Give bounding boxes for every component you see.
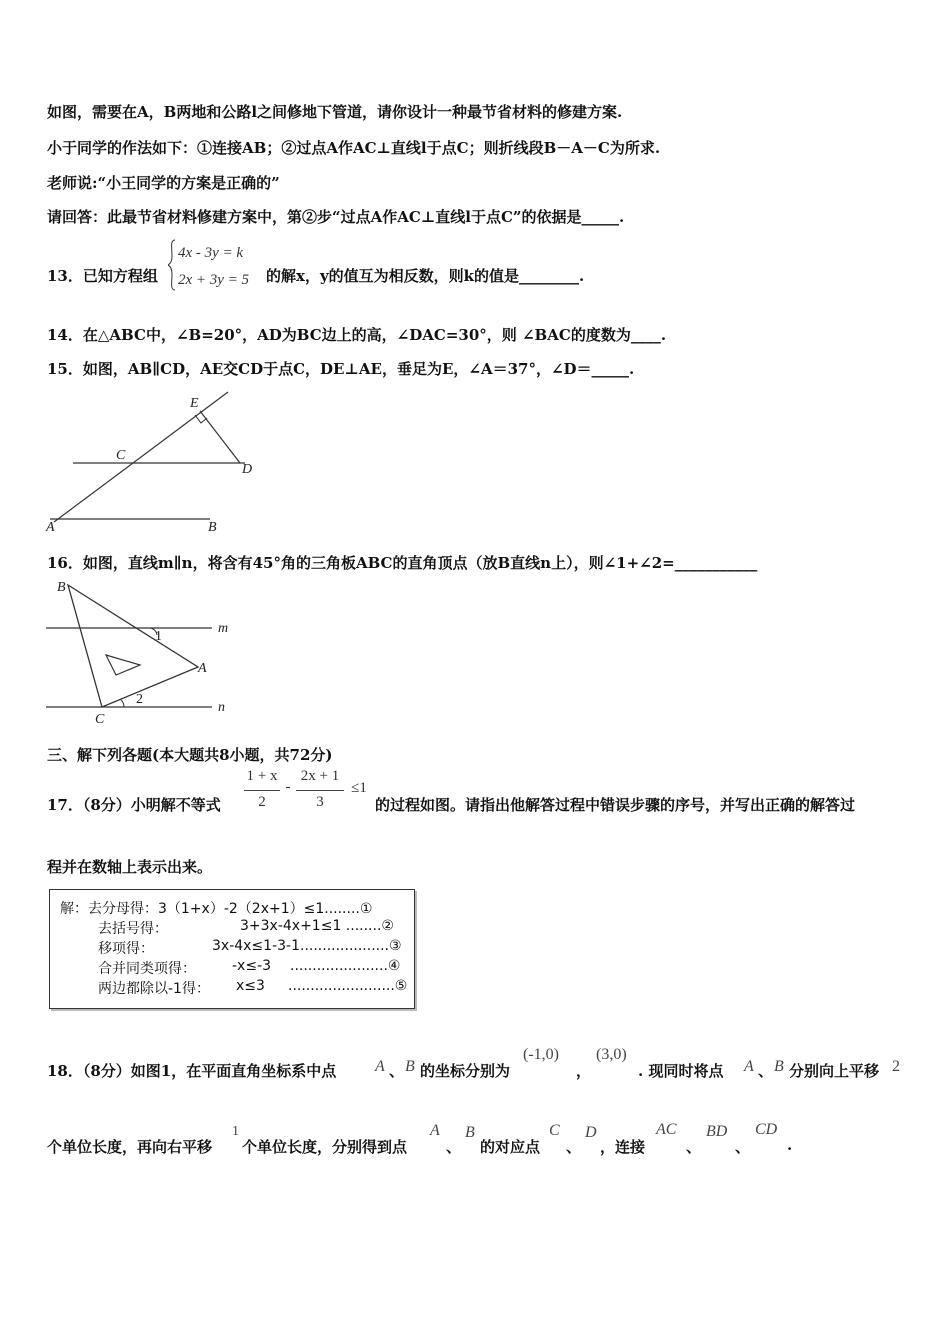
label-n: n: [218, 700, 225, 715]
q18-point-b-2: B: [774, 1058, 784, 1075]
label-angle-1: 1: [155, 629, 162, 644]
q18-line2-d: ，连接: [600, 1138, 646, 1156]
q18-part-1: 18．（8分）如图1，在平面直角坐标系中点: [47, 1062, 337, 1080]
leq-one: ≤1: [351, 780, 367, 796]
solution-step-4-dots: ......................④: [290, 958, 401, 974]
intro-line-2: 小于同学的作法如下：①连接AB；②过点A作AC⊥直线l于点C；则折线段B－A－C为所求.: [47, 139, 661, 157]
frac1-bar: [244, 790, 280, 791]
label-a: A: [198, 661, 207, 676]
solution-step-5-label: 两边都除以-1得：: [98, 981, 210, 997]
q14-text: 14．在△ABC中，∠B=20°，AD为BC边上的高，∠DAC=30°，则 ∠BAC的度数为____.: [47, 326, 667, 344]
q18-sep-2: 、: [758, 1062, 774, 1080]
q18-comma: ，: [576, 1062, 592, 1080]
line-ae: [54, 392, 228, 522]
segment-ac: AC: [656, 1121, 677, 1138]
q18-point-a-2: A: [744, 1058, 754, 1075]
solution-box: [49, 889, 415, 1009]
label-d: D: [242, 462, 253, 477]
inner-triangle: [106, 655, 140, 675]
q16-text: 16．如图，直线m∥n，将含有45°角的三角板ABC的直角顶点（放B直线n上），则∠1+∠2=___________: [47, 554, 758, 572]
q18-part-3: . 现同时将点: [638, 1062, 724, 1080]
q18-point-b-3: B: [465, 1124, 475, 1141]
section-3-title: 三、解下列各题(本大题共8小题，共72分): [47, 746, 333, 764]
solution-step-4-label: 合并同类项得：: [98, 961, 196, 977]
label-a: A: [46, 520, 55, 535]
q13-suffix: 的解x，y的值互为相反数，则k的值是________.: [266, 267, 585, 285]
frac2-denominator: 3: [316, 794, 324, 810]
q18-point-d: D: [585, 1124, 597, 1141]
label-c: C: [95, 712, 105, 727]
q18-part-2: 的坐标分别为: [420, 1062, 511, 1080]
triangle-abc: [68, 585, 198, 707]
q18-end: .: [787, 1136, 793, 1154]
q18-sep-5: 、: [686, 1138, 702, 1156]
label-c: C: [116, 448, 126, 463]
frac2-numerator: 2x + 1: [300, 768, 340, 784]
solution-step-2-label: 去括号得：: [98, 921, 168, 937]
label-b: B: [57, 580, 66, 595]
equation-1: 4x - 3y = k: [178, 245, 244, 261]
segment-bd: BD: [706, 1123, 728, 1140]
frac2-bar: [296, 790, 344, 791]
q18-point-c: C: [549, 1122, 560, 1139]
q15-text: 15．如图，AB∥CD，AE交CD于点C，DE⊥AE，垂足为E，∠A＝37°，∠D＝_____.: [47, 360, 635, 378]
label-m: m: [218, 621, 229, 636]
equation-system: [168, 238, 264, 292]
q13-prefix: 13．已知方程组: [47, 267, 158, 285]
q17-line-2: 程并在数轴上表示出来。: [47, 858, 213, 876]
q17-prefix: 17．（8分）小明解不等式: [47, 796, 221, 814]
coord-a: (-1,0): [523, 1046, 559, 1063]
minus-sign: -: [285, 779, 291, 795]
q18-line2-b: 个单位长度，分别得到点: [242, 1138, 408, 1156]
q18-sep-6: 、: [735, 1138, 751, 1156]
coord-b: (3,0): [596, 1046, 627, 1063]
q17-suffix: 的过程如图。请指出他解答过程中错误步骤的序号，并写出正确的解答过: [375, 796, 856, 814]
right-angle-mark: [195, 415, 207, 423]
q18-line2-c: 的对应点: [480, 1138, 541, 1156]
solution-step-2: 3+3x-4x+1≤1 ........②: [240, 918, 394, 934]
solution-step-1: 解：去分母得：3（1+x）-2（2x+1）≤1........①: [60, 901, 373, 917]
angle-2-arc: [120, 699, 124, 707]
label-angle-2: 2: [136, 692, 143, 707]
solution-step-5-dots: ........................⑤: [288, 978, 408, 994]
label-e: E: [190, 396, 199, 411]
q18-sep-1: 、: [389, 1062, 405, 1080]
q18-point-b: B: [405, 1058, 415, 1075]
q15-figure: [40, 385, 270, 535]
solution-step-4-expr: -x≤-3: [232, 958, 272, 974]
q18-point-a-3: A: [430, 1122, 440, 1139]
solution-step-5-expr: x≤3: [236, 978, 265, 994]
q18-num-2: 2: [892, 1058, 900, 1075]
frac1-numerator: 1 + x: [246, 768, 278, 784]
intro-line-1: 如图，需要在A，B两地和公路l之间修地下管道，请你设计一种最节省材料的修建方案.: [47, 103, 623, 121]
solution-step-3: 3x-4x≤1-3-1....................③: [212, 938, 402, 954]
equation-2: 2x + 3y = 5: [178, 272, 250, 288]
q18-point-a: A: [375, 1058, 385, 1075]
frac1-denominator: 2: [258, 794, 266, 810]
q18-part-4: 分别向上平移: [789, 1062, 880, 1080]
q18-sep-3: 、: [446, 1138, 462, 1156]
segment-cd: CD: [755, 1121, 778, 1138]
q18-line2-a: 个单位长度，再向右平移: [47, 1138, 213, 1156]
intro-line-3: 老师说:“小王同学的方案是正确的”: [47, 174, 280, 192]
q16-figure: [40, 575, 240, 730]
label-b: B: [208, 520, 217, 535]
solution-step-3-label: 移项得：: [98, 941, 154, 957]
q18-sep-4: 、: [566, 1138, 582, 1156]
intro-line-4: 请回答：此最节省材料修建方案中，第②步“过点A作AC⊥直线l于点C”的依据是_____.: [47, 208, 625, 226]
q18-num-1: 1: [232, 1124, 239, 1139]
